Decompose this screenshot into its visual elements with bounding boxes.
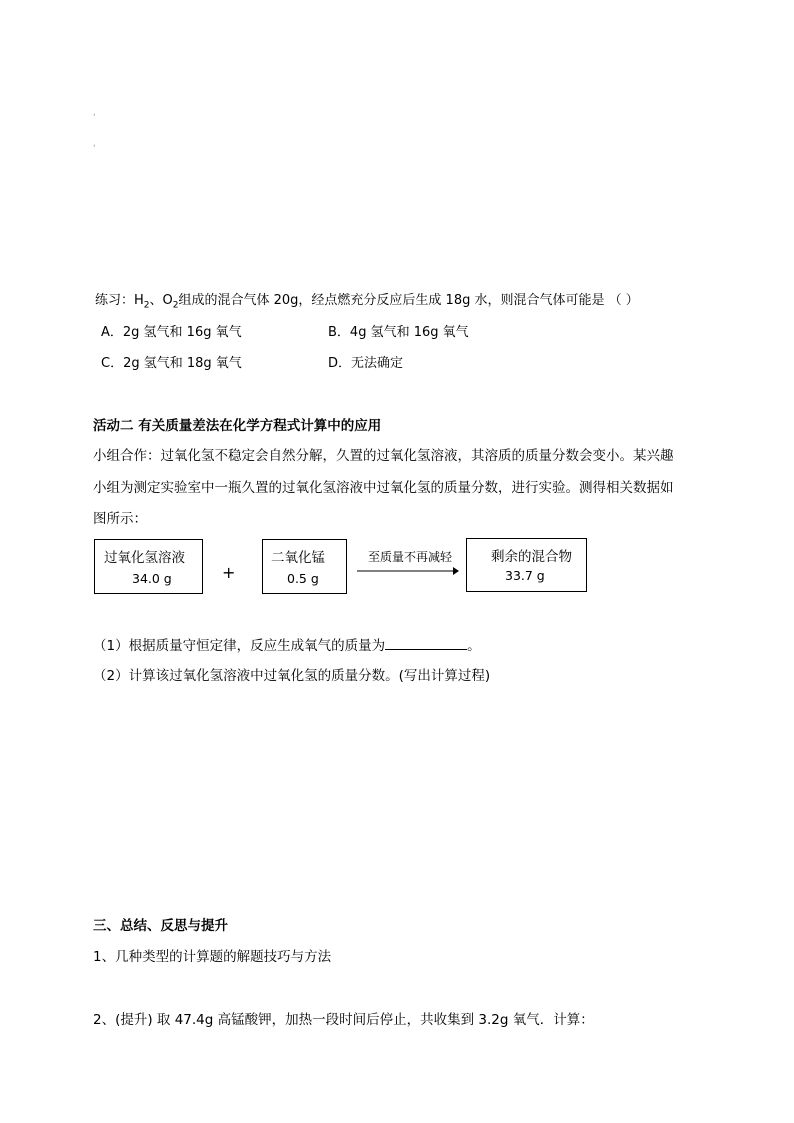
activity2-title: 活动二 有关质量差法在化学方程式计算中的应用 [93, 418, 382, 434]
exercise-question: 练习：$H_2$、$O_2$组成的混合气体 20g，经点燃充分反应后生成 18g 水，则混合气体可能是 （ ） [95, 293, 639, 311]
box-value: 34.0 g [132, 571, 172, 586]
option-d: D．无法确定 [328, 356, 404, 371]
box-manganese-dioxide [262, 539, 347, 594]
section3-item-2: 2、(提升) 取 47.4g 高锰酸钾，加热一段时间后停止，共收集到 3.2g 氧气．计算： [93, 1012, 594, 1028]
box-label: 二氧化锰 [271, 550, 325, 566]
box-value: 33.7 g [505, 568, 545, 583]
plus-sign: + [222, 563, 236, 582]
answer-blank[interactable] [385, 637, 467, 650]
box-label: 过氧化氢溶液 [104, 550, 185, 566]
option-c: C．2g 氢气和 18g 氧气 [101, 356, 242, 371]
box-hydrogen-peroxide [94, 539, 203, 594]
box-remaining-mixture [466, 538, 587, 592]
activity2-paragraph-line: 小组为测定实验室中一瓶久置的过氧化氢溶液中过氧化氢的质量分数，进行实验。测得相关数据如 [93, 480, 674, 496]
box-label: 剩余的混合物 [491, 549, 572, 565]
reaction-arrow [357, 565, 459, 577]
question-2: （2）计算该过氧化氢溶液中过氧化氢的质量分数。(写出计算过程) [93, 668, 491, 684]
arrow-label: 至质量不再减轻 [368, 550, 453, 564]
activity2-paragraph-line: 图所示： [93, 511, 147, 527]
decor-mark: ' [93, 113, 96, 123]
section3-title: 三、总结、反思与提升 [93, 918, 228, 934]
option-a: A．2g 氢气和 16g 氧气 [101, 325, 242, 340]
box-value: 0.5 g [287, 571, 319, 586]
activity2-paragraph-line: 小组合作：过氧化氢不稳定会自然分解，久置的过氧化氢溶液，其溶质的质量分数会变小。某兴趣 [93, 448, 674, 464]
section3-item-1: 1、几种类型的计算题的解题技巧与方法 [93, 949, 332, 965]
decor-mark: ' [93, 144, 96, 154]
option-b: B．4g 氢气和 16g 氧气 [328, 325, 469, 340]
question-1: （1）根据质量守恒定律，反应生成氧气的质量为 。 [93, 638, 481, 654]
